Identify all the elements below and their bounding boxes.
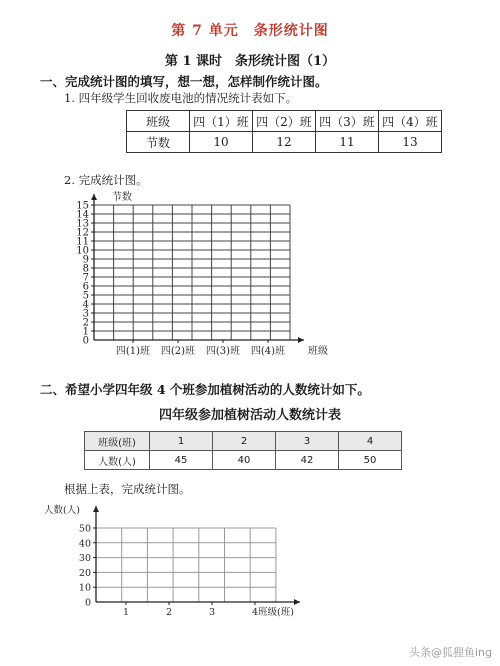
table-cell: 10	[190, 132, 253, 153]
x-axis-label: 班级	[308, 346, 328, 357]
section2-heading: 二、希望小学四年级 4 个班参加植树活动的人数统计如下。	[40, 382, 370, 397]
table-cell: 班级(班)	[85, 432, 150, 451]
table-cell: 四（1）班	[190, 111, 253, 132]
watermark: 头条@狐狸鱼ing	[408, 646, 492, 659]
table-cell: 11	[316, 132, 379, 153]
section1-heading: 一、完成统计图的填写，想一想，怎样制作统计图。	[40, 74, 328, 89]
x-tick-label: 四(4)班	[250, 346, 286, 357]
question2-text: 2. 完成统计图。	[64, 173, 148, 187]
table-cell: 四（3）班	[316, 111, 379, 132]
lesson-title: 第 1 课时 条形统计图（1）	[164, 54, 336, 69]
table-row	[127, 111, 442, 132]
battery-bar-chart	[60, 188, 360, 368]
y-tick-label: 4	[82, 299, 89, 311]
x-tick-label: 1	[122, 607, 130, 618]
x-tick-label: 4	[251, 607, 259, 618]
tree-planting-table	[84, 431, 402, 470]
table-cell: 人数(人)	[85, 451, 150, 470]
y-tick-label: 5	[82, 290, 89, 302]
table-cell: 1	[150, 432, 213, 451]
table-cell: 50	[339, 451, 402, 470]
y-tick-label: 0	[82, 335, 89, 347]
tree-planting-bar-chart	[30, 500, 340, 625]
table-cell: 42	[276, 451, 339, 470]
y-tick-label: 10	[76, 245, 89, 257]
y-tick-label: 14	[76, 209, 89, 221]
y-tick-label: 7	[82, 272, 89, 284]
y-tick-label: 6	[82, 281, 89, 293]
y-tick-label: 12	[76, 227, 89, 239]
y-axis-label: 节数	[112, 192, 132, 203]
table-cell: 40	[213, 451, 276, 470]
y-tick-label: 50	[78, 523, 91, 535]
table-cell: 2	[213, 432, 276, 451]
table-cell: 班级	[127, 111, 190, 132]
y-tick-label: 0	[84, 597, 91, 609]
y-tick-label: 30	[78, 553, 91, 565]
y-axis-arrow	[93, 506, 99, 512]
x-axis-arrow	[298, 337, 304, 343]
x-axis-label: 班级(班)	[258, 607, 294, 618]
table-row	[85, 451, 402, 470]
x-tick-label: 2	[165, 607, 173, 618]
y-axis-arrow	[91, 194, 97, 200]
x-tick-label: 四(2)班	[160, 346, 196, 357]
x-tick-label: 3	[208, 607, 216, 618]
y-tick-label: 13	[76, 218, 89, 230]
x-tick-label: 四(1)班	[115, 346, 151, 357]
table-cell: 4	[339, 432, 402, 451]
y-axis-label: 人数(人)	[44, 505, 80, 516]
table2-title: 四年级参加植树活动人数统计表	[158, 408, 341, 423]
y-tick-label: 11	[76, 236, 89, 248]
question1-text: 1. 四年级学生回收废电池的情况统计表如下。	[64, 91, 298, 105]
unit-title: 第 7 单元 条形统计图	[171, 23, 329, 39]
x-tick-label: 四(3)班	[205, 346, 241, 357]
y-tick-label: 15	[76, 200, 89, 212]
y-tick-label: 3	[82, 308, 89, 320]
y-tick-label: 10	[78, 582, 91, 594]
table-row	[127, 132, 442, 153]
instruction-text: 根据上表，完成统计图。	[64, 482, 191, 496]
table-cell: 13	[379, 132, 442, 153]
y-tick-label: 9	[82, 254, 89, 266]
y-tick-label: 8	[82, 263, 89, 275]
table-cell: 12	[253, 132, 316, 153]
y-tick-label: 1	[82, 326, 89, 338]
y-tick-label: 40	[78, 538, 91, 550]
table-cell: 3	[276, 432, 339, 451]
table-cell: 四（2）班	[253, 111, 316, 132]
table-cell: 四（4）班	[379, 111, 442, 132]
x-axis-arrow	[294, 599, 300, 605]
y-tick-label: 20	[78, 567, 91, 579]
table-cell: 节数	[127, 132, 190, 153]
table-cell: 45	[150, 451, 213, 470]
y-tick-label: 2	[82, 317, 89, 329]
battery-table	[126, 110, 442, 153]
table-row	[85, 432, 402, 451]
